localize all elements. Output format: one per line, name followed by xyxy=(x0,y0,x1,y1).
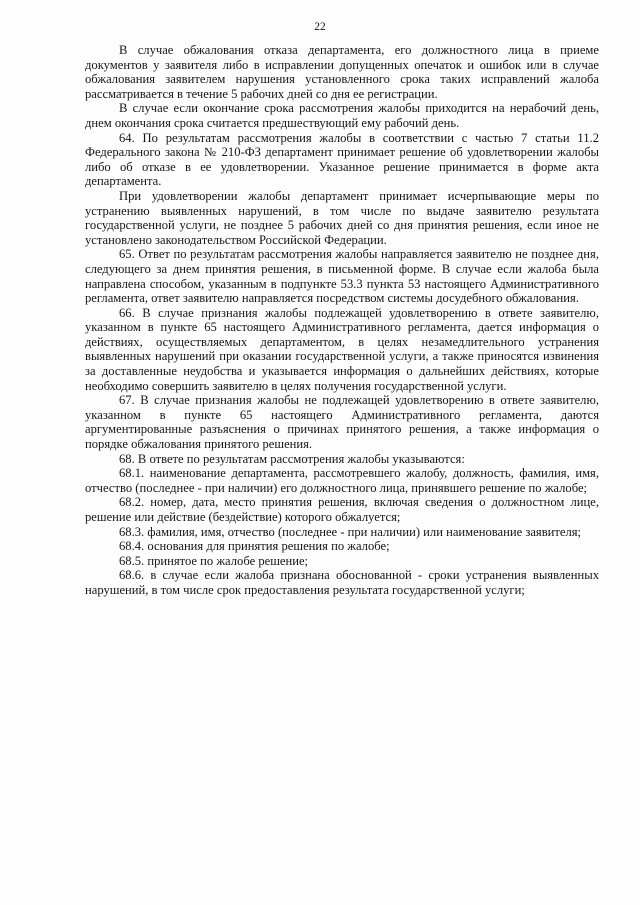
paragraph-68: 68. В ответе по результатам рассмотрения жалобы указываются: xyxy=(119,451,465,466)
paragraph-64: 64. По результатам рассмотрения жалобы в соответствии с частью 7 статьи 11.2 Федерального закона № 210-ФЗ департамент принимает решение об удовлетворении жалобы либо об отказе в ее удовлетворении. Указанное решение принимается в форме акта департамента. xyxy=(85,130,599,189)
page-number: 22 xyxy=(314,21,326,33)
paragraph-68-1: 68.1. наименование департамента, рассмотревшего жалобу, должность, фамилия, имя, отчество (последнее - при наличии) его должностного лица, принявшего решение по жалобе; xyxy=(85,466,599,495)
paragraph-68-2: 68.2. номер, дата, место принятия решения, включая сведения о должностном лице, решение или действие (бездействие) которого обжалуется; xyxy=(85,495,599,524)
document-body xyxy=(85,43,599,598)
paragraph-satisfaction-measures: При удовлетворении жалобы департамент принимает исчерпывающие меры по устранению выявленных нарушений, в том числе по выдаче заявителю результата государственной услуги, не позднее 5 рабочих дней со дня принятия решения, если иное не установлено законодательством Российской Федерации. xyxy=(85,188,599,247)
paragraph-67: 67. В случае признания жалобы не подлежащей удовлетворению в ответе заявителю, указанном в пункте 65 настоящего Административного регламента, даются аргументированные разъяснения о причинах принятого решения, а также информация о порядке обжалования принятого решения. xyxy=(85,393,599,452)
paragraph-appeal-refusal-period: В случае обжалования отказа департамента, его должностного лица в приеме документов у заявителя либо в исправлении допущенных опечаток и ошибок или в случае обжалования заявителем нарушения установленного срока таких исправлений жалоба рассматривается в течение 5 рабочих дней со дня ее регистрации. xyxy=(85,43,599,101)
paragraph-68-6: 68.6. в случае если жалоба признана обоснованной - сроки устранения выявленных нарушений, в том числе срок предоставления результата государственной услуги; xyxy=(85,568,599,597)
paragraph-68-5: 68.5. принятое по жалобе решение; xyxy=(119,553,309,568)
paragraph-68-3: 68.3. фамилия, имя, отчество (последнее - при наличии) или наименование заявителя; xyxy=(119,524,582,539)
paragraph-68-4: 68.4. основания для принятия решения по жалобе; xyxy=(119,539,390,554)
paragraph-65: 65. Ответ по результатам рассмотрения жалобы направляется заявителю не позднее дня, следующего за днем принятия решения, в письменной форме. В случае если жалоба была направлена способом, указанным в подпункте 53.3 пункта 53 настоящего Административного регламента, ответ заявителю направляется посредством системы досудебного обжалования. xyxy=(85,247,599,306)
paragraph-66: 66. В случае признания жалобы подлежащей удовлетворению в ответе заявителю, указанном в пункте 65 настоящего Административного регламента, дается информация о действиях, осуществляемых департаментом, в целях незамедлительного устранения выявленных нарушений при оказании государственной услуги, а также приносятся извинения за доставленные неудобства и указывается информация о дальнейших действиях, которые необходимо совершить заявителю в целях получения государственной услуги. xyxy=(85,305,599,393)
paragraph-nonworking-day: В случае если окончание срока рассмотрения жалобы приходится на нерабочий день, днем окончания срока считается предшествующий ему рабочий день. xyxy=(85,101,599,130)
